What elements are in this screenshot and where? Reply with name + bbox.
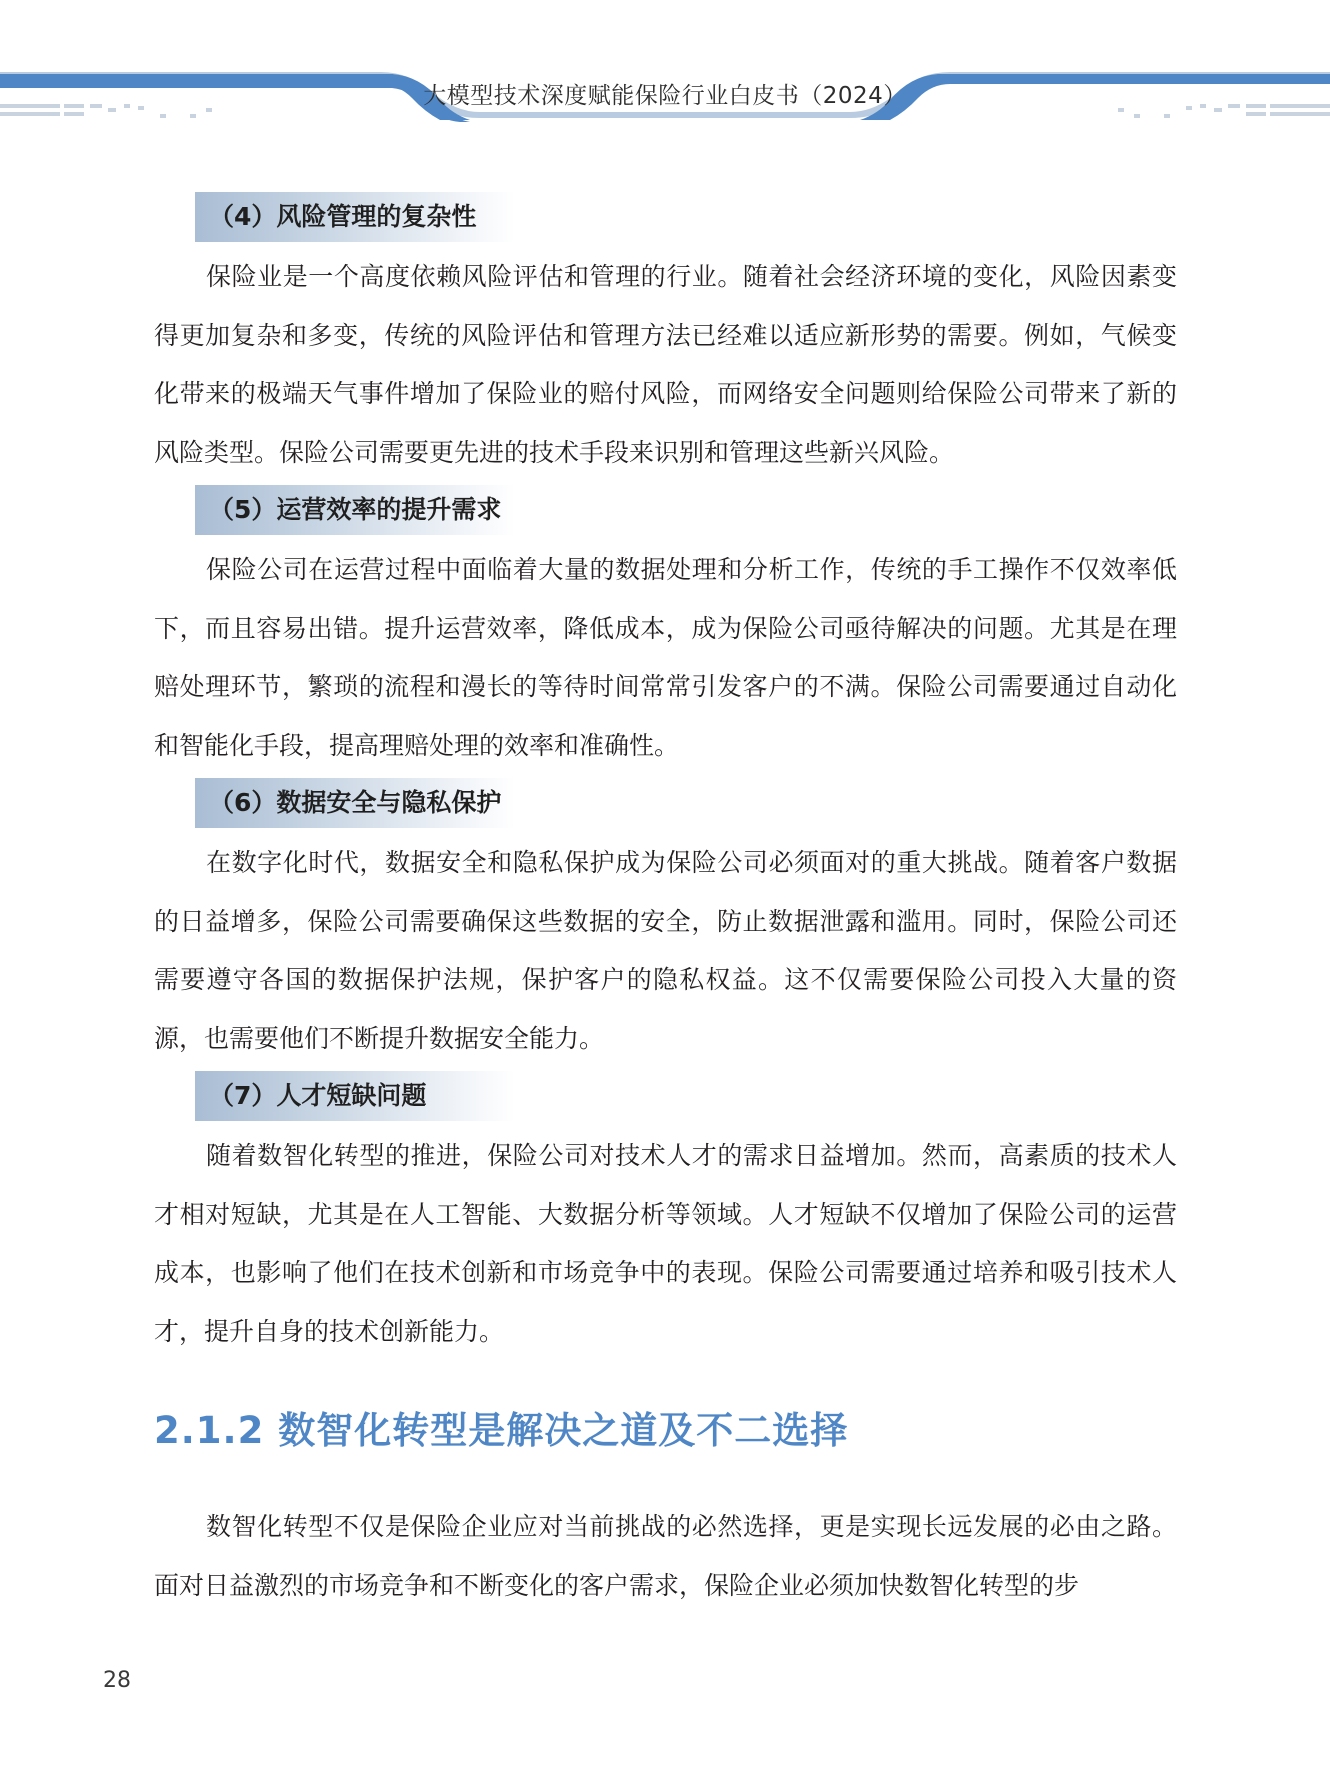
body-paragraph: 随着数智化转型的推进，保险公司对技术人才的需求日益增加。然而，高素质的技术人才相对短缺，尤其是在人工智能、大数据分析等领域。人才短缺不仅增加了保险公司的运营成本，也影响了他们在技术创新和市场竞争中的表现。保险公司需要通过培养和吸引技术人才，提升自身的技术创新能力。 — [154, 1141, 1177, 1346]
body-paragraph: 在数字化时代，数据安全和隐私保护成为保险公司必须面对的重大挑战。随着客户数据的日益增多，保险公司需要确保这些数据的安全，防止数据泄露和滥用。同时，保险公司还需要遵守各国的数据保护法规，保护客户的隐私权益。这不仅需要保险公司投入大量的资源，也需要他们不断提升数据安全能力。 — [154, 848, 1177, 1053]
body-paragraph: 保险公司在运营过程中面临着大量的数据处理和分析工作，传统的手工操作不仅效率低下，而且容易出错。提升运营效率，降低成本，成为保险公司亟待解决的问题。尤其是在理赔处理环节，繁琐的流程和漫长的等待时间常常引发客户的不满。保险公司需要通过自动化和智能化手段，提高理赔处理的效率和准确性。 — [154, 555, 1177, 760]
subsection-heading: （7）人才短缺问题 — [195, 1071, 515, 1121]
body-paragraph: 数智化转型不仅是保险企业应对当前挑战的必然选择，更是实现长远发展的必由之路。面对日益激烈的市场竞争和不断变化的客户需求，保险企业必须加快数智化转型的步 — [154, 1512, 1177, 1600]
header-decoration — [0, 0, 1330, 140]
subsection-heading: （6）数据安全与隐私保护 — [195, 778, 515, 828]
running-header-title: 大模型技术深度赋能保险行业白皮书（2024） — [423, 83, 907, 109]
subsection-heading: （5）运营效率的提升需求 — [195, 485, 515, 535]
subsection-heading: （4）风险管理的复杂性 — [195, 192, 515, 242]
page-number: 28 — [103, 1668, 131, 1693]
section-title: 2.1.2 数智化转型是解决之道及不二选择 — [154, 1409, 849, 1452]
body-paragraph: 保险业是一个高度依赖风险评估和管理的行业。随着社会经济环境的变化，风险因素变得更加复杂和多变，传统的风险评估和管理方法已经难以适应新形势的需要。例如，气候变化带来的极端天气事件增加了保险业的赔付风险，而网络安全问题则给保险公司带来了新的风险类型。保险公司需要更先进的技术手段来识别和管理这些新兴风险。 — [154, 262, 1177, 467]
